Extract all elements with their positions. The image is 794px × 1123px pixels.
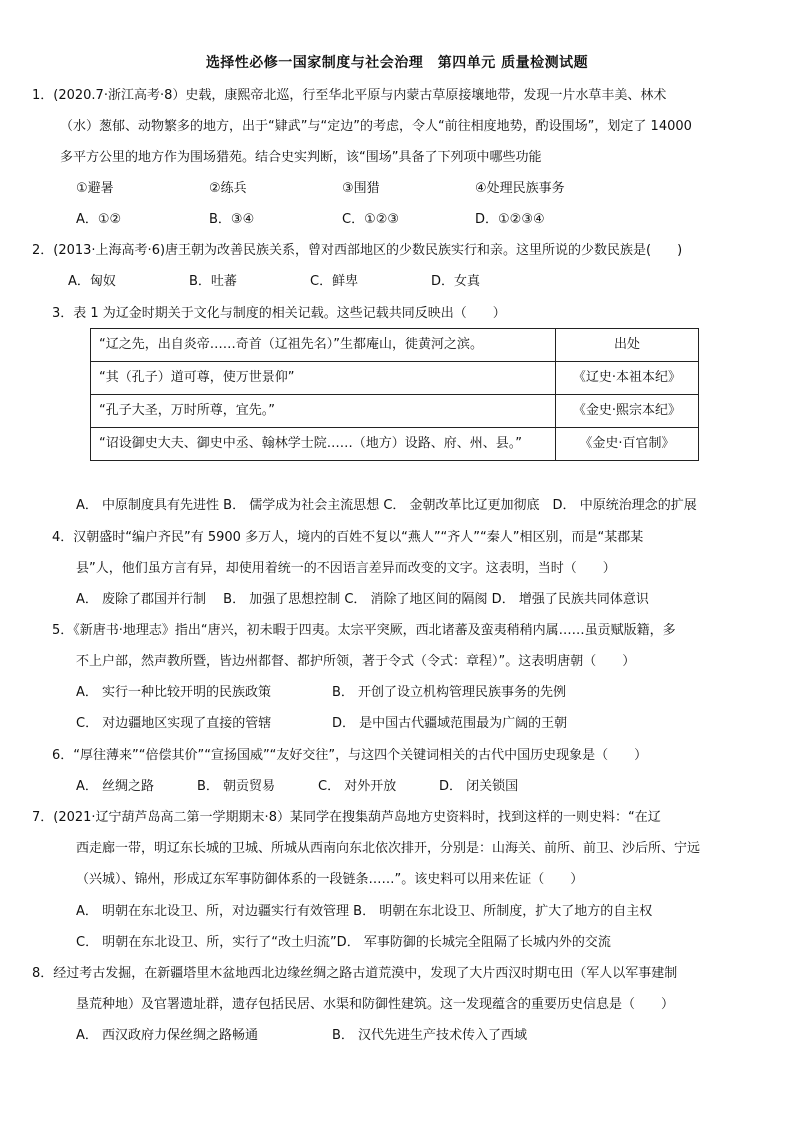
q3-source-table <box>90 328 699 461</box>
table-cell: “孔子大圣，万时所尊，宜先。” <box>91 395 556 428</box>
q8-option-a: A． 西汉政府力保丝绸之路畅通 <box>76 1028 259 1043</box>
q5-line1: 5．《新唐书·地理志》指出“唐兴，初未暇于四夷。太宗平突厥，西北诸蕃及蛮夷稍稍内属……虽贡赋版籍，多 <box>52 623 676 638</box>
q7-options-cd: C． 明朝在东北设卫、所，实行了“改土归流”D． 军事防御的长城完全阻隔了长城内外的交流 <box>76 935 611 950</box>
table-cell-source: 《金史·熙宗本纪》 <box>556 395 699 428</box>
q1-option-b: B．③④ <box>209 212 255 227</box>
q5-line2: 不上户部，然声教所暨，皆边州都督、都护所领，著于令式（令式：章程）”。这表明唐朝（ ） <box>76 654 636 669</box>
q8-options-ab <box>76 1028 527 1044</box>
table-cell-source: 《金史·百官制》 <box>556 428 699 461</box>
q1-item-4: ④处理民族事务 <box>475 181 565 196</box>
q2-option-b: B．吐蕃 <box>189 274 237 289</box>
q6-option-d: D． 闭关锁国 <box>439 779 519 794</box>
q5-options-ab <box>76 685 566 701</box>
q8-line2: 垦荒种地）及官署遗址群，遗存包括民居、水渠和防御性建筑。这一发现蕴含的重要历史信息是（ ） <box>76 997 675 1012</box>
q1-item-1: ①避暑 <box>76 181 114 196</box>
q1-line1: 1．(2020.7·浙江高考·8）史载，康熙帝北巡，行至华北平原与内蒙古草原接壤地带，发现一片水草丰美、林术 <box>32 88 667 103</box>
q1-option-d: D．①②③④ <box>475 212 545 227</box>
q7-options-ab: A． 明朝在东北设卫、所，对边疆实行有效管理 B． 明朝在东北设卫、所制度，扩大了地方的自主权 <box>76 904 653 919</box>
q4-line1: 4．汉朝盛时“编户齐民”有 5900 多万人，境内的百姓不复以“燕人”“齐人”“秦人”相区别，而是“某郡某 <box>52 530 644 545</box>
q6-options <box>76 779 518 795</box>
q7-line2: 西走廊一带，明辽东长城的卫城、所城从西南向东北依次排开，分别是：山海关、前所、前卫、沙后所、宁远 <box>76 841 701 856</box>
q8-line1: 8．经过考古发掘，在新疆塔里木盆地西北边缘丝绸之路古道荒漠中，发现了大片西汉时期屯田（军人以军事建制 <box>32 966 678 981</box>
q6-option-a: A． 丝绸之路 <box>76 779 155 794</box>
q2-option-d: D．女真 <box>431 274 481 289</box>
q5-option-d: D． 是中国古代疆域范围最为广阔的王朝 <box>332 716 568 731</box>
table-cell: “诏设御史大夫、御史中丞、翰林学士院……（地方）设路、府、州、县。” <box>91 428 556 461</box>
q1-line3: 多平方公里的地方作为围场猎苑。结合史实判断，该“围场”具备了下列项中哪些功能 <box>60 150 542 165</box>
q4-line2: 县”人，他们虽方言有异，却使用着统一的不因语言差异而改变的文字。这表明，当时（ ） <box>76 561 616 576</box>
q7-line1: 7．(2021·辽宁葫芦岛高二第一学期期末·8）某同学在搜集葫芦岛地方史资料时，找到这样的一则史料：“在辽 <box>32 810 661 825</box>
q2-option-c: C．鲜卑 <box>310 274 359 289</box>
q5-option-a: A． 实行一种比较开明的民族政策 <box>76 685 272 700</box>
q7-line3: （兴城）、锦州，形成辽东军事防御体系的一段链条……”。该史料可以用来佐证（ ） <box>76 872 584 887</box>
q1-item-3: ③围猎 <box>342 181 380 196</box>
q2-option-a: A．匈奴 <box>68 274 116 289</box>
q1-option-a: A．①② <box>76 212 122 227</box>
table-header-source: 出处 <box>556 329 699 362</box>
q6-line1: 6．“厚往薄来”“倍偿其价”“宣扬国威”“友好交往”，与这四个关键词相关的古代中国历史现象是（ ） <box>52 748 648 763</box>
q8-option-b: B． 汉代先进生产技术传入了西域 <box>332 1028 528 1043</box>
q2-line1: 2．(2013·上海高考·6)唐王朝为改善民族关系，曾对西部地区的少数民族实行和亲。这里所说的少数民族是( ) <box>32 243 683 258</box>
table-cell: “其（孔子）道可尊，使万世景仰” <box>91 362 556 395</box>
q3-line1: 3．表 1 为辽金时期关于文化与制度的相关记载。这些记载共同反映出（ ） <box>52 306 506 321</box>
q1-items <box>76 181 565 197</box>
table-row <box>91 329 699 362</box>
q4-options: A． 废除了郡国并行制 B． 加强了思想控制 C． 消除了地区间的隔阂 D． 增强了民族共同体意识 <box>76 592 649 607</box>
page-title: 选择性必修一国家制度与社会治理 第四单元 质量检测试题 <box>205 55 589 71</box>
q1-option-c: C．①②③ <box>342 212 400 227</box>
table-cell-source: 《辽史·本祖本纪》 <box>556 362 699 395</box>
q3-options: A． 中原制度具有先进性 B． 儒学成为社会主流思想 C． 金朝改革比辽更加彻底 D． 中原统治理念的扩展 <box>76 498 697 513</box>
table-row <box>91 362 699 395</box>
q6-option-b: B． 朝贡贸易 <box>197 779 276 794</box>
q1-options <box>76 212 545 228</box>
q1-item-2: ②练兵 <box>209 181 247 196</box>
q2-options <box>68 274 480 290</box>
q1-line2: （水）葱郁、动物繁多的地方，出于“肄武”与“定边”的考虑，令人“前往相度地势，酌设围场”，划定了 14000 <box>60 119 692 134</box>
q5-option-b: B． 开创了设立机构管理民族事务的先例 <box>332 685 567 700</box>
table-cell: “辽之先，出自炎帝……奇首（辽祖先名）”生都庵山，徙黄河之滨。 <box>91 329 556 362</box>
q5-options-cd <box>76 716 567 732</box>
table-row <box>91 428 699 461</box>
table-row <box>91 395 699 428</box>
q5-option-c: C． 对边疆地区实现了直接的管辖 <box>76 716 272 731</box>
q6-option-c: C． 对外开放 <box>318 779 397 794</box>
